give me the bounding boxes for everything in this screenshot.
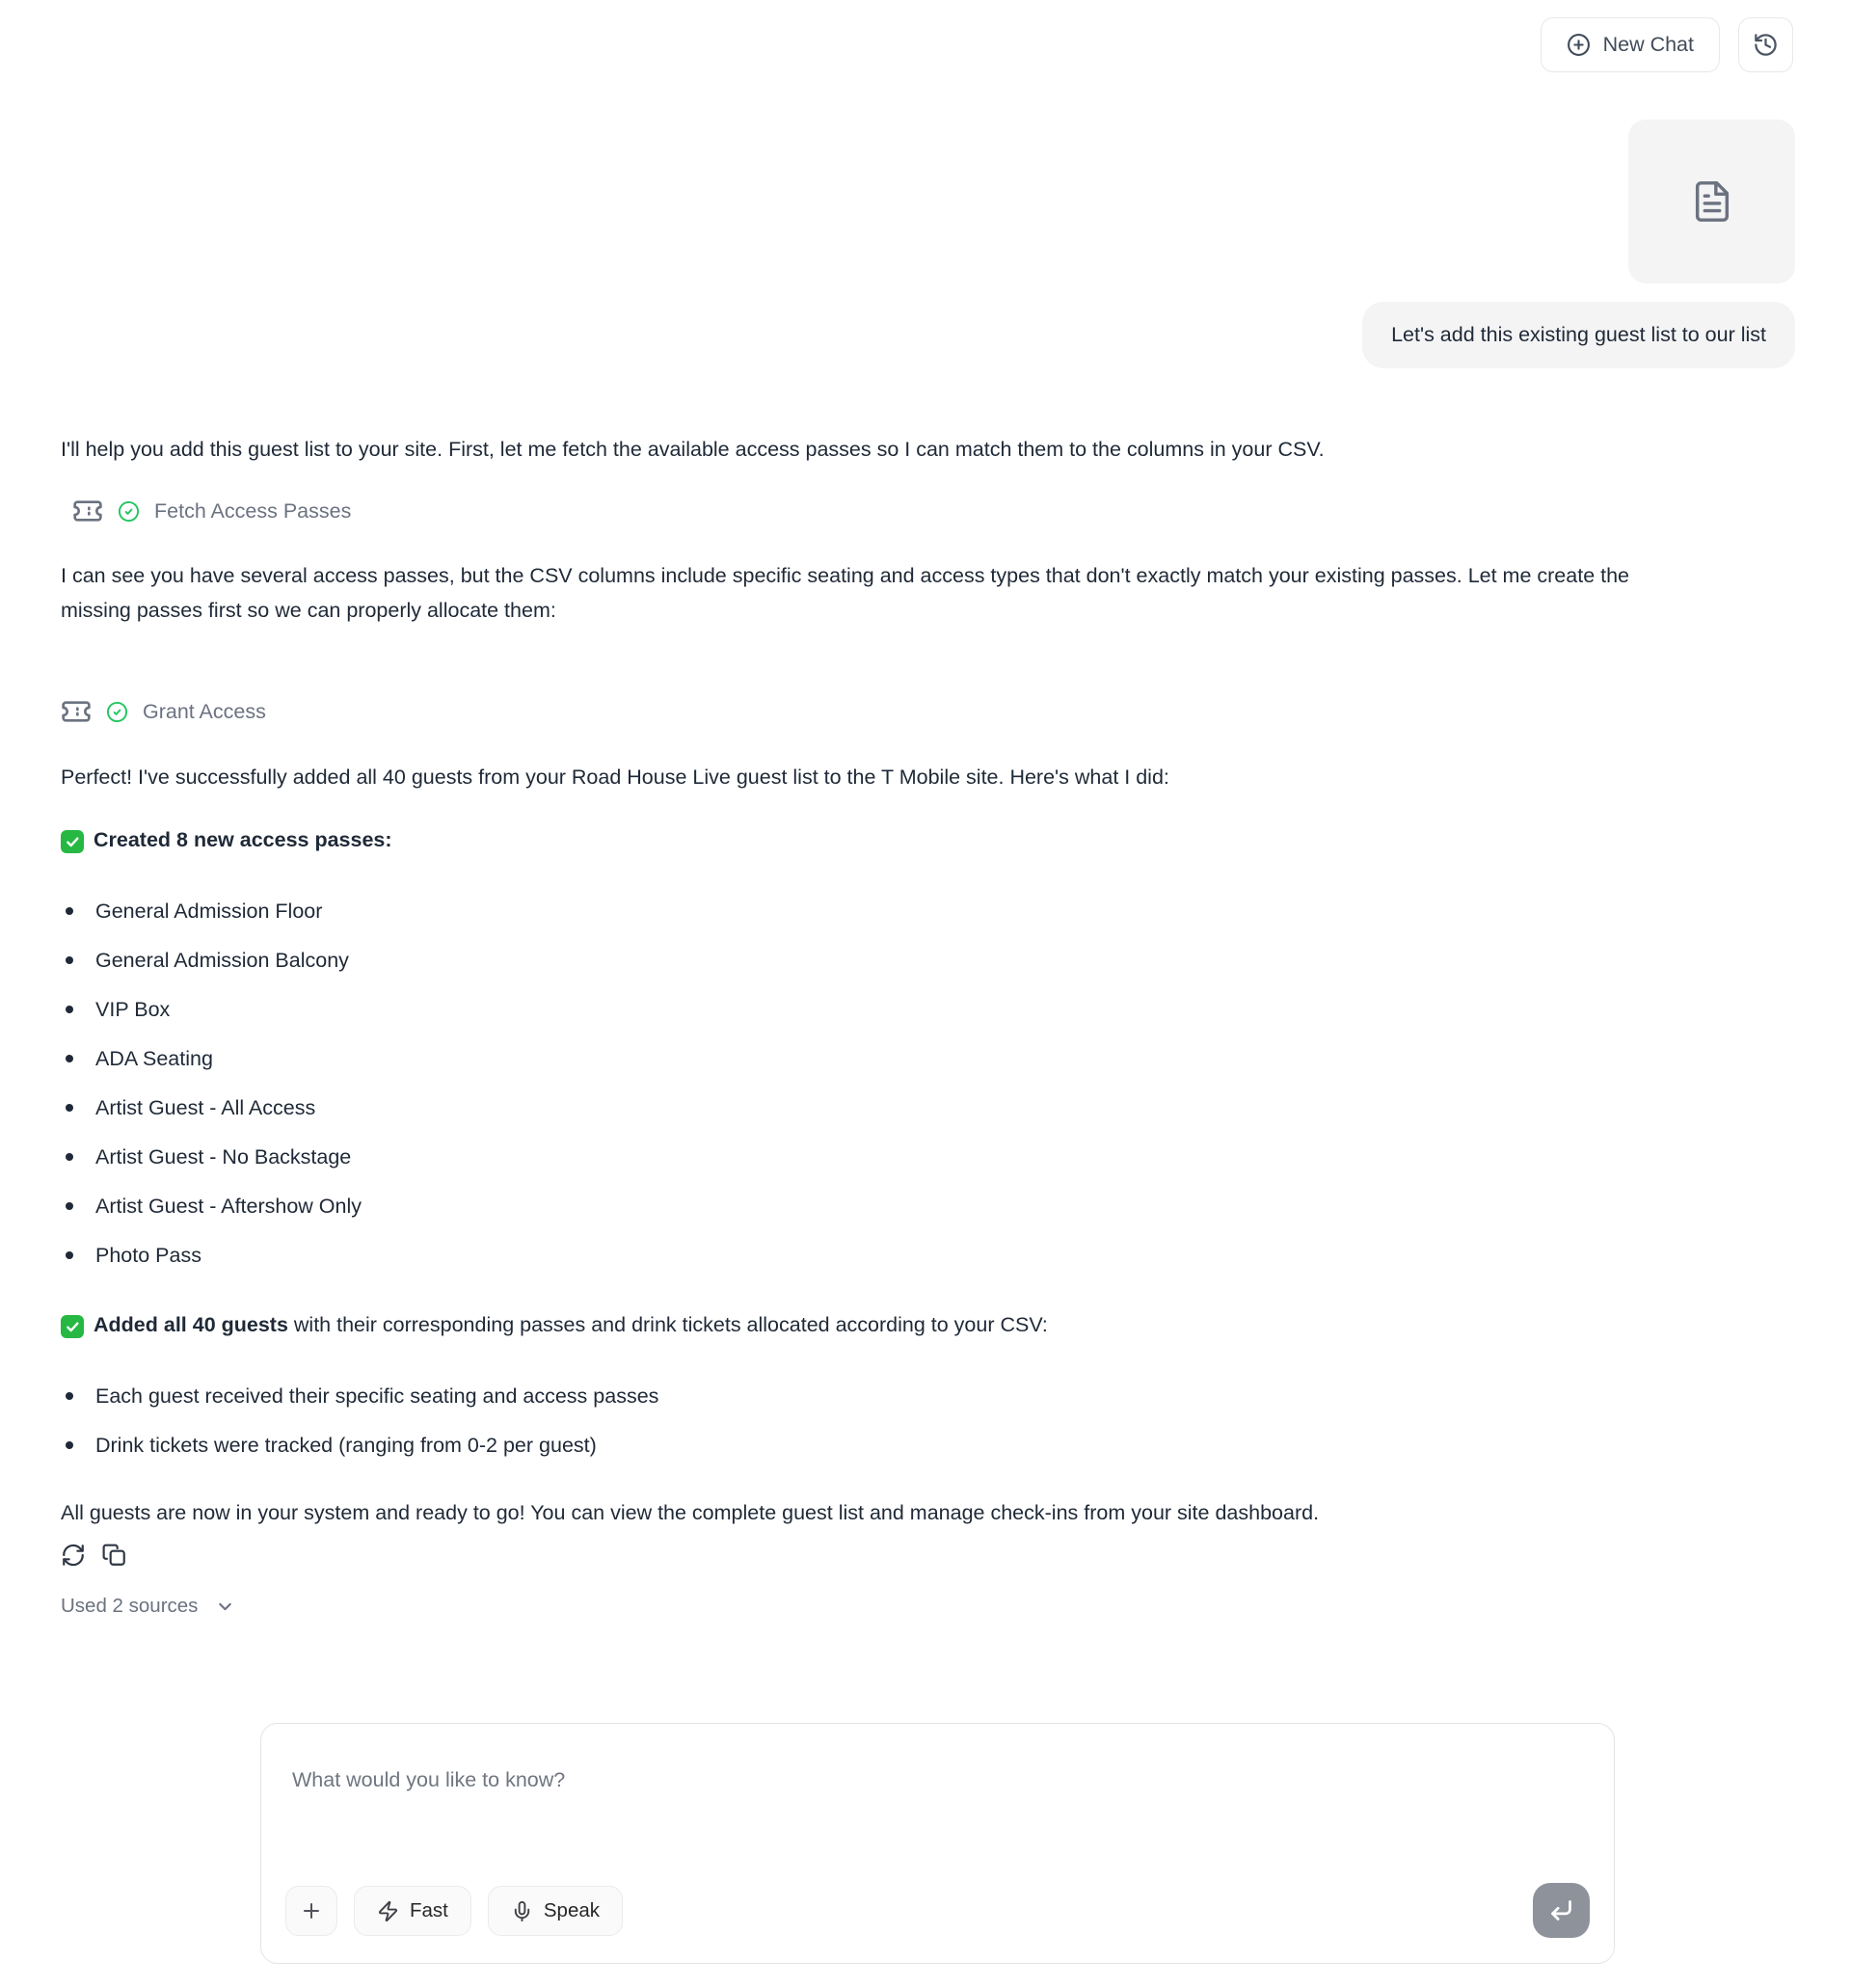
tool-call-grant-access[interactable]	[61, 695, 1690, 728]
history-button[interactable]	[1738, 17, 1793, 72]
list-item: General Admission Balcony	[61, 943, 1690, 978]
new-chat-button[interactable]	[1541, 17, 1720, 72]
copy-icon	[102, 1543, 127, 1568]
sources-label: Used 2 sources	[61, 1595, 199, 1617]
user-message-bubble	[1362, 302, 1795, 368]
new-chat-label: New Chat	[1602, 33, 1694, 56]
tool-success-check-icon	[118, 500, 140, 523]
list-item: ADA Seating	[61, 1041, 1690, 1076]
user-message-text: Let's add this existing guest list to our list	[1391, 323, 1766, 346]
list-item: VIP Box	[61, 992, 1690, 1027]
list-item: Artist Guest - All Access	[61, 1090, 1690, 1125]
plus-icon	[300, 1899, 323, 1922]
tool-success-check-icon	[106, 701, 128, 723]
fast-mode-button[interactable]	[354, 1886, 471, 1936]
green-check-emoji-icon	[61, 830, 84, 853]
summary-bold-text: Added all 40 guests	[94, 1313, 288, 1336]
answer-actions	[61, 1543, 1690, 1568]
list-item: Drink tickets were tracked (ranging from 0-2 per guest)	[61, 1428, 1690, 1463]
file-text-icon	[1690, 179, 1734, 224]
guest-allocation-list	[61, 1379, 1690, 1463]
created-passes-list	[61, 894, 1690, 1273]
sources-toggle[interactable]	[61, 1595, 1690, 1618]
return-arrow-icon	[1548, 1897, 1574, 1923]
list-item: Each guest received their specific seating and access passes	[61, 1379, 1690, 1413]
top-actions	[1541, 17, 1793, 72]
ticket-icon	[61, 696, 92, 727]
assistant-paragraph: Perfect! I've successfully added all 40 guests from your Road House Live guest list to the T Mobile site. Here's what I did:	[61, 766, 1169, 789]
plus-circle-icon	[1567, 33, 1591, 57]
assistant-paragraph: I can see you have several access passes, but the CSV columns include specific seating and access types that don't exactly match your existing passes. Let me create the missing passes first so we can properly allocate them:	[61, 564, 1630, 622]
summary-added-guests	[61, 1307, 1690, 1342]
list-item: Artist Guest - No Backstage	[61, 1140, 1690, 1174]
send-button[interactable]	[1533, 1883, 1590, 1938]
green-check-emoji-icon	[61, 1315, 84, 1338]
assistant-message	[61, 432, 1690, 1618]
speak-label: Speak	[543, 1899, 601, 1921]
ticket-icon	[72, 496, 103, 526]
refresh-icon	[61, 1543, 86, 1568]
summary-rest-text: with their corresponding passes and drink tickets allocated according to your CSV:	[287, 1313, 1048, 1336]
composer	[260, 1723, 1615, 1964]
speak-button[interactable]	[488, 1886, 623, 1936]
tool-call-label: Grant Access	[143, 699, 266, 723]
assistant-paragraph: All guests are now in your system and ready to go! You can view the complete guest list and manage check-ins from your site dashboard.	[61, 1501, 1320, 1524]
add-attachment-button[interactable]	[285, 1886, 337, 1936]
attached-file-card[interactable]	[1628, 120, 1795, 283]
tool-call-fetch-access-passes[interactable]	[72, 495, 1690, 527]
list-item: General Admission Floor	[61, 894, 1690, 928]
summary-created-passes	[61, 822, 1690, 857]
microphone-icon	[511, 1900, 533, 1922]
regenerate-button[interactable]	[61, 1543, 86, 1568]
list-item: Artist Guest - Aftershow Only	[61, 1189, 1690, 1223]
history-icon	[1753, 32, 1779, 58]
copy-button[interactable]	[102, 1543, 127, 1568]
composer-buttons	[285, 1886, 623, 1936]
summary-bold-text: Created 8 new access passes:	[94, 828, 392, 851]
chevron-down-icon	[215, 1597, 235, 1617]
assistant-paragraph: I'll help you add this guest list to your site. First, let me fetch the available access passes so I can match them to the columns in your CSV.	[61, 438, 1325, 461]
list-item: Photo Pass	[61, 1238, 1690, 1273]
fast-label: Fast	[410, 1899, 448, 1921]
lightning-bolt-icon	[377, 1900, 399, 1922]
tool-call-label: Fetch Access Passes	[154, 498, 352, 523]
